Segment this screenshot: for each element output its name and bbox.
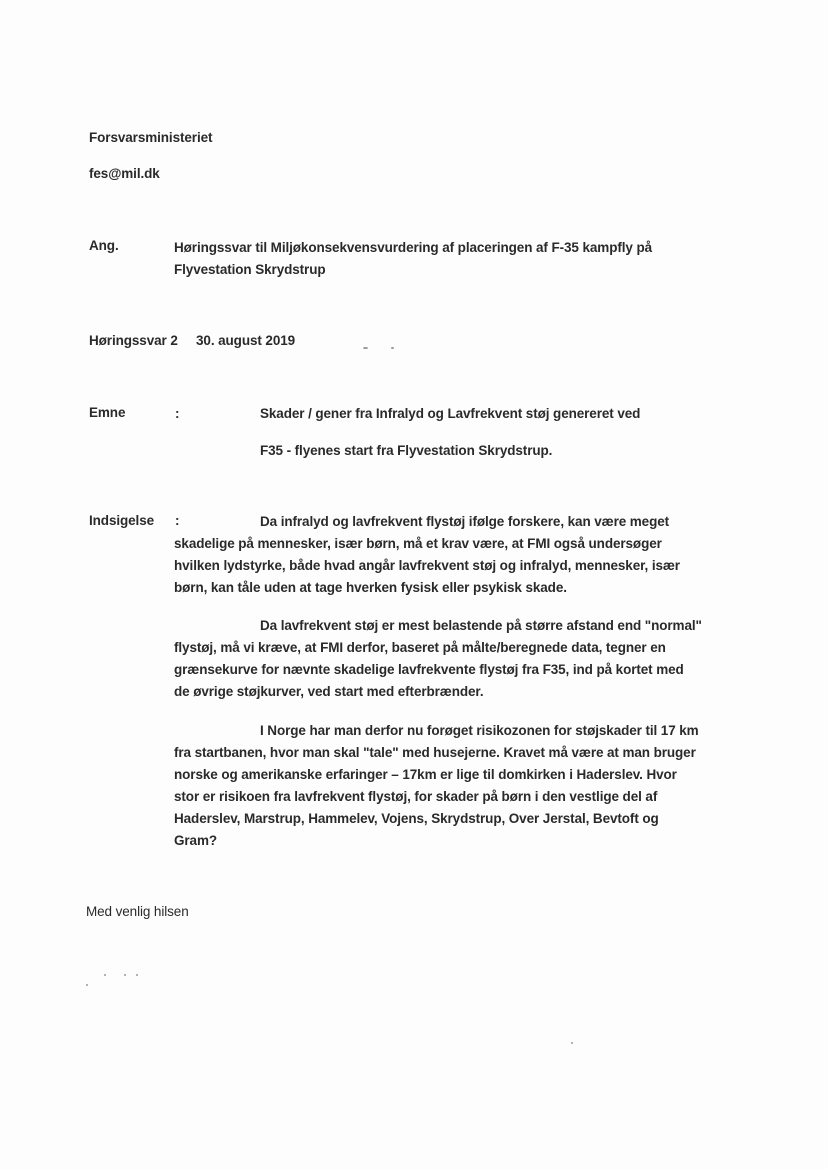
objection-colon: : [175, 513, 180, 528]
paragraph-2-line: de øvrige støjkurver, ved start med efterbrænder. [174, 684, 484, 699]
objection-paragraph-2 [174, 615, 702, 703]
topic-colon: : [175, 406, 180, 421]
paragraph-3-lead: I Norge har man derfor nu forøget risikozonen for støjskader til 17 km [260, 723, 699, 738]
recipient-name: Forsvarsministeriet [89, 130, 213, 145]
paragraph-3-line: stor er risikoen fra lavfrekvent flystøj, for skader på børn i den vestlige del af [174, 789, 658, 804]
paragraph-3-line: Gram? [174, 833, 218, 848]
reference-date: 30. august 2019 [196, 333, 296, 348]
paragraph-2-line: grænsekurve for nævnte skadelige lavfrekvente flystøj fra F35, ind på kortet med [174, 662, 684, 677]
objection-paragraph-3 [174, 720, 699, 852]
paragraph-1-lead: Da infralyd og lavfrekvent flystøj ifølge forskere, kan være meget [260, 514, 670, 529]
subject-label: Ang. [89, 238, 119, 253]
recipient-email: fes@mil.dk [89, 166, 160, 181]
paragraph-3-line: norske og amerikanske erfaringer – 17km er lige til domkirken i Haderslev. Hvor [174, 767, 677, 782]
objection-paragraph-1 [174, 511, 680, 599]
scan-speck [363, 347, 368, 349]
paragraph-3-line: fra startbanen, hvor man skal "tale" med husejerne. Kravet må være at man bruger [174, 745, 696, 760]
subject-line-2: Flyvestation Skrydstrup [174, 262, 326, 277]
paragraph-1-line: skadelige på mennesker, især børn, må et krav være, at FMI også undersøger [174, 536, 662, 551]
paragraph-2-line: flystøj, må vi kræve, at FMI derfor, baseret på målte/beregnede data, tegner en [174, 640, 666, 655]
closing-salutation: Med venlig hilsen [86, 904, 189, 919]
scan-speck [571, 1042, 573, 1044]
paragraph-3-line: Haderslev, Marstrup, Hammelev, Vojens, Skrydstrup, Over Jerstal, Bevtoft og [174, 811, 659, 826]
subject-line-1: Høringssvar til Miljøkonsekvensvurdering af placeringen af F-35 kampfly på [174, 240, 652, 255]
scan-speck [124, 974, 126, 976]
objection-label: Indsigelse [89, 513, 155, 528]
topic-line-2: F35 - flyenes start fra Flyvestation Skrydstrup. [260, 443, 553, 458]
scan-speck [136, 974, 138, 976]
paragraph-1-line: hvilken lydstyrke, både hvad angår lavfrekvent støj og infralyd, mennesker, især [174, 558, 680, 573]
scan-speck [86, 984, 88, 986]
scan-speck [391, 347, 394, 349]
topic-line-1: Skader / gener fra Infralyd og Lavfrekvent støj genereret ved [260, 406, 641, 421]
paragraph-2-lead: Da lavfrekvent støj er mest belastende på større afstand end "normal" [260, 618, 702, 633]
paragraph-1-line: børn, kan tåle uden at tage hverken fysisk eller psykisk skade. [174, 580, 567, 595]
scan-speck [104, 974, 106, 976]
reference-label: Høringssvar 2 [89, 333, 178, 348]
topic-label: Emne [89, 405, 126, 420]
